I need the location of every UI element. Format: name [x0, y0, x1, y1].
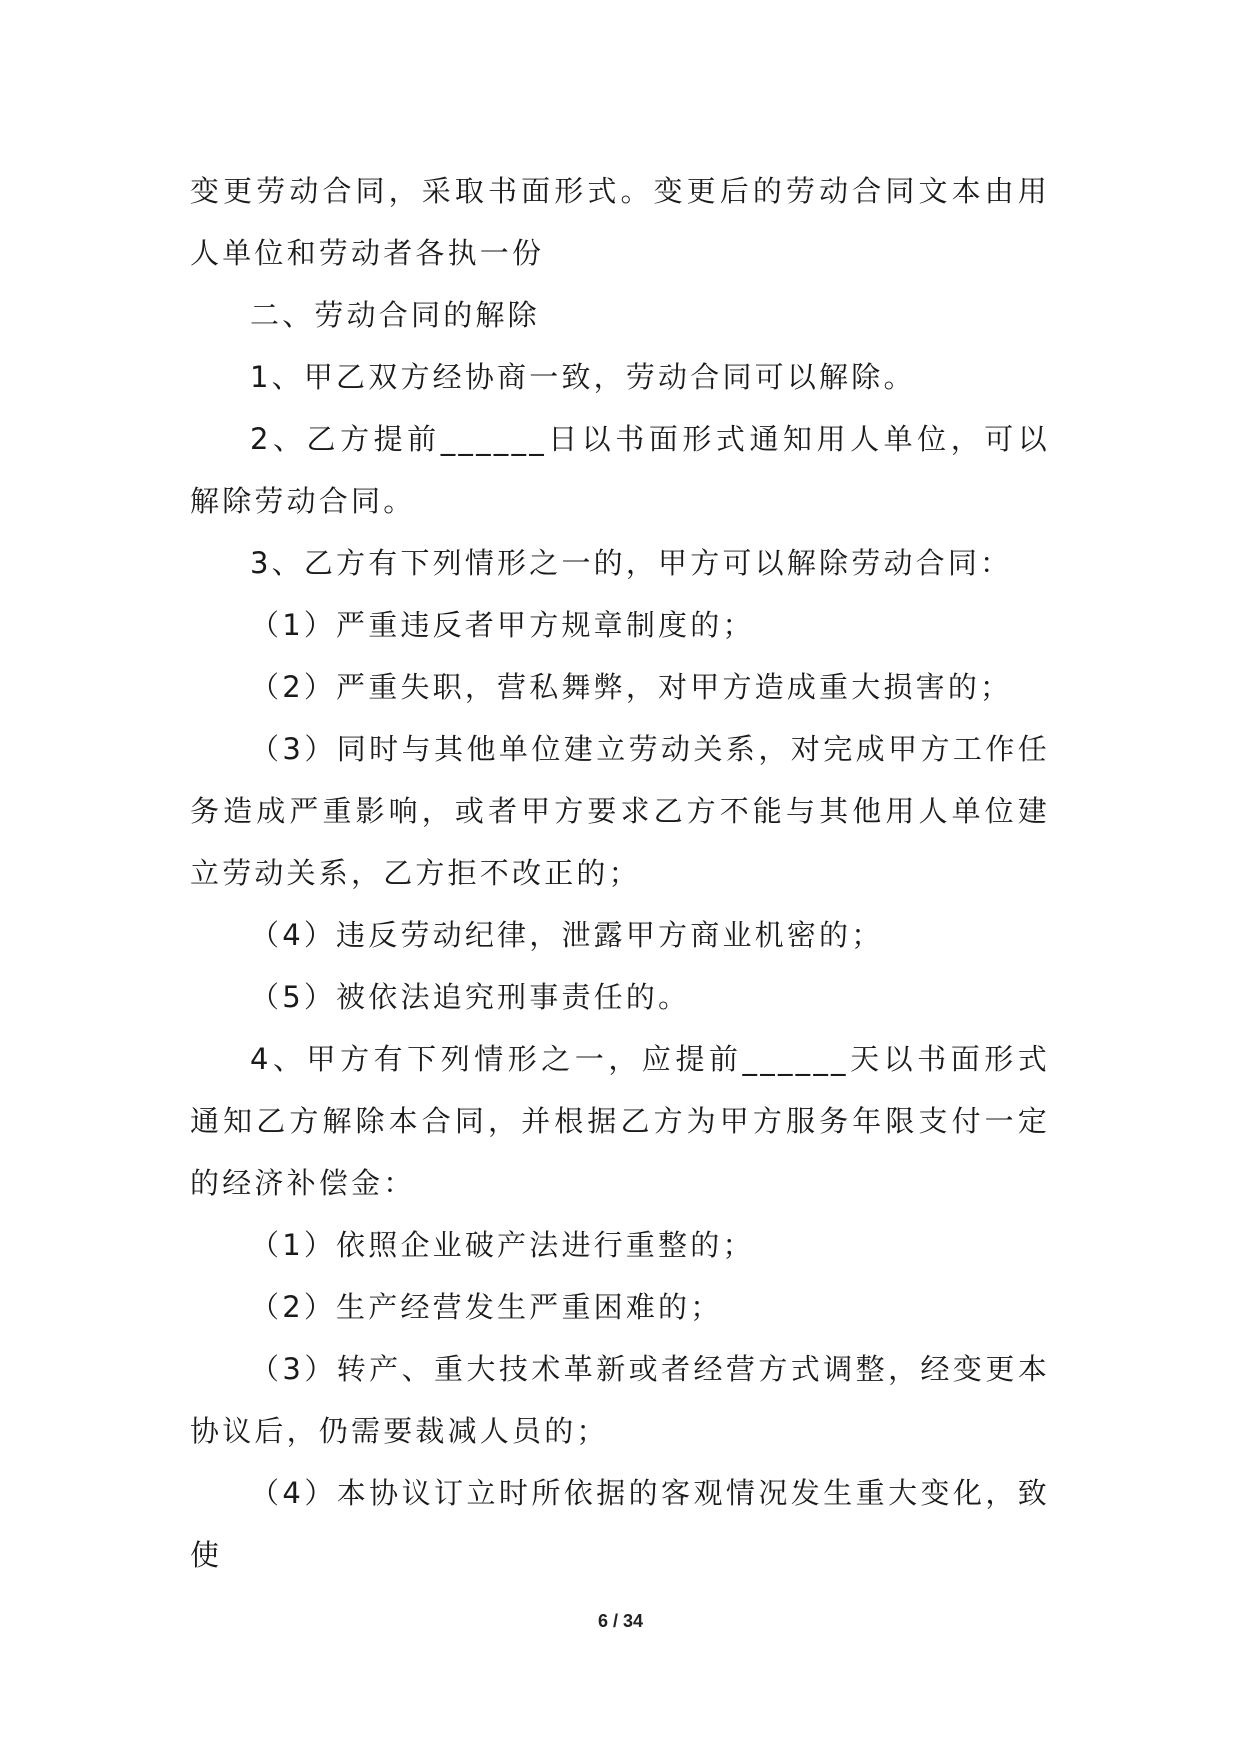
clause-4-item-4: （4）本协议订立时所依据的客观情况发生重大变化，致使	[190, 1476, 1050, 1572]
paragraph-change-contract: 变更劳动合同，采取书面形式。变更后的劳动合同文本由用人单位和劳动者各执一份	[190, 174, 1050, 270]
clause-4-item-1: （1）依照企业破产法进行重整的；	[250, 1228, 755, 1262]
clause-4-item-3: （3）转产、重大技术革新或者经营方式调整，经变更本协议后，仍需要裁减人员的；	[190, 1352, 1050, 1448]
clause-3-item-2: （2）严重失职，营私舞弊，对甲方造成重大损害的；	[250, 670, 1013, 704]
clause-3-employer-termination: 3、乙方有下列情形之一的，甲方可以解除劳动合同：	[250, 546, 1013, 580]
clause-4-employer-notice: 4、甲方有下列情形之一，应提前______天以书面形式通知乙方解除本合同，并根据乙方为甲方服务年限支付一定的经济补偿金：	[190, 1042, 1050, 1200]
clause-2-employee-notice: 2、乙方提前______日以书面形式通知用人单位，可以解除劳动合同。	[190, 422, 1050, 518]
clause-3-item-4: （4）违反劳动纪律，泄露甲方商业机密的；	[250, 918, 884, 952]
clause-1-mutual-agreement: 1、甲乙双方经协商一致，劳动合同可以解除。	[250, 360, 916, 394]
clause-3-item-5: （5）被依法追究刑事责任的。	[250, 980, 691, 1014]
page-number: 6 / 34	[597, 1611, 644, 1631]
clause-3-item-3: （3）同时与其他单位建立劳动关系，对完成甲方工作任务造成严重影响，或者甲方要求乙方不能与其他用人单位建立劳动关系，乙方拒不改正的；	[190, 732, 1050, 890]
document-body	[190, 160, 1050, 1586]
clause-4-item-2: （2）生产经营发生严重困难的；	[250, 1290, 723, 1324]
section-heading-contract-termination: 二、劳动合同的解除	[250, 298, 540, 332]
clause-3-item-1: （1）严重违反者甲方规章制度的；	[250, 608, 755, 642]
